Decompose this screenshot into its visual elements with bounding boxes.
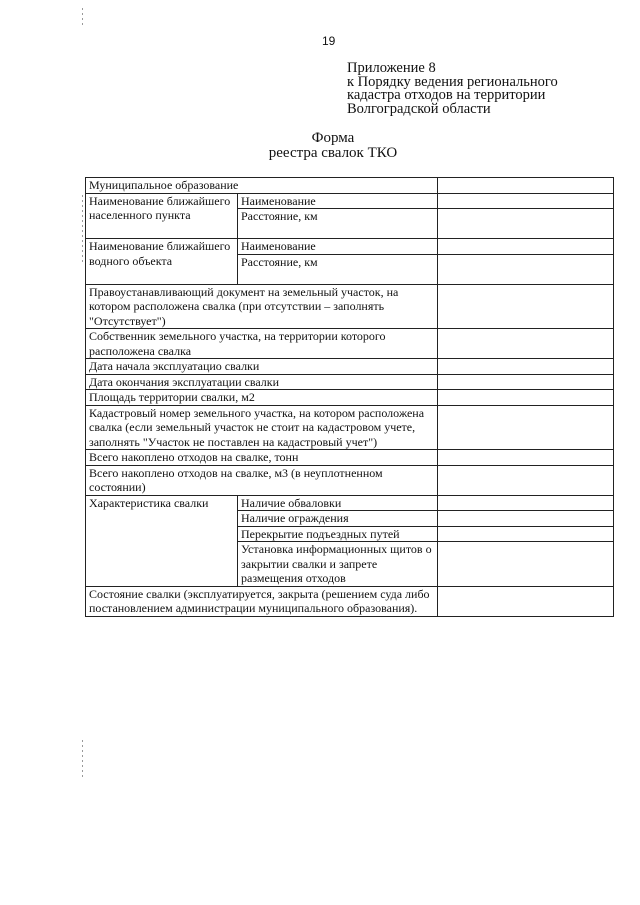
value-cell[interactable]: [438, 465, 614, 495]
settlement-distance-label: Расстояние, км: [238, 209, 438, 239]
table-row: [86, 329, 614, 359]
start-date-label: Дата начала эксплуатацио свалки: [86, 359, 438, 375]
value-cell[interactable]: [438, 193, 614, 209]
appendix-line: Волгоградской области: [347, 100, 491, 117]
appendix-line: кадастра отходов на территории: [347, 87, 546, 103]
table-row: [86, 586, 614, 616]
value-cell[interactable]: [438, 526, 614, 542]
table-row: [86, 465, 614, 495]
value-cell[interactable]: [438, 209, 614, 239]
table-row: [86, 284, 614, 329]
margin-dots: [82, 740, 83, 780]
value-cell[interactable]: [438, 390, 614, 406]
characteristic-item: Наличие ограждения: [238, 511, 438, 527]
table-row: [86, 359, 614, 375]
value-cell[interactable]: [438, 254, 614, 284]
land-owner-label: Собственник земельного участка, на территории которого расположена свалка: [86, 329, 438, 359]
settlement-name-label: Наименование: [238, 193, 438, 209]
characteristics-label: Характеристика свалки: [86, 495, 238, 586]
characteristic-item: Перекрытие подъездных путей: [238, 526, 438, 542]
value-cell[interactable]: [438, 405, 614, 450]
value-cell[interactable]: [438, 450, 614, 466]
table-row: [86, 178, 614, 194]
table-row: [86, 239, 614, 255]
area-label: Площадь территории свалки, м2: [86, 390, 438, 406]
value-cell[interactable]: [438, 586, 614, 616]
appendix-line: Приложение 8: [347, 60, 436, 76]
municipality-label: Муниципальное образование: [86, 178, 438, 194]
total-m3-label: Всего накоплено отходов на свалке, м3 (в неуплотненном состоянии): [86, 465, 438, 495]
form-title: [0, 131, 640, 161]
table-row: [86, 495, 614, 511]
landfill-registry-table: [85, 177, 614, 617]
end-date-label: Дата окончания эксплуатации свалки: [86, 374, 438, 390]
cadastral-number-label: Кадастровый номер земельного участка, на котором расположена свалка (если земельный участок не стоит на кадастровом учете, заполнять "Участок не поставлен на кадастровый учет"): [86, 405, 438, 450]
table-row: [86, 374, 614, 390]
title-document-label: Правоустанавливающий документ на земельный участок, на котором расположена свалка (при отсутствии – заполнять "Отсутствует"): [86, 284, 438, 329]
value-cell[interactable]: [438, 178, 614, 194]
characteristic-item: Наличие обваловки: [238, 495, 438, 511]
table-row: [86, 193, 614, 209]
settlement-label: Наименование ближайшего населенного пункта: [86, 193, 238, 239]
margin-dots: [82, 8, 83, 28]
table-row: [86, 390, 614, 406]
page-number: 19: [322, 34, 336, 48]
characteristic-item: Установка информационных щитов о закрытии свалки и запрете размещения отходов: [238, 542, 438, 587]
table-row: [86, 405, 614, 450]
value-cell[interactable]: [438, 542, 614, 587]
appendix-header: [347, 62, 558, 116]
water-distance-label: Расстояние, км: [238, 254, 438, 284]
form-title-line1: Форма: [311, 130, 355, 146]
value-cell[interactable]: [438, 329, 614, 359]
value-cell[interactable]: [438, 359, 614, 375]
value-cell[interactable]: [438, 495, 614, 511]
status-label: Состояние свалки (эксплуатируется, закрыта (решением суда либо постановлением администрации муниципального образования).: [86, 586, 438, 616]
margin-dots: [82, 195, 83, 265]
water-name-label: Наименование: [238, 239, 438, 255]
water-label: Наименование ближайшего водного объекта: [86, 239, 238, 285]
value-cell[interactable]: [438, 239, 614, 255]
total-tons-label: Всего накоплено отходов на свалке, тонн: [86, 450, 438, 466]
value-cell[interactable]: [438, 511, 614, 527]
table-row: [86, 450, 614, 466]
value-cell[interactable]: [438, 374, 614, 390]
form-title-line2: реестра свалок ТКО: [268, 145, 398, 161]
appendix-line: к Порядку ведения регионального: [347, 73, 558, 90]
value-cell[interactable]: [438, 284, 614, 329]
